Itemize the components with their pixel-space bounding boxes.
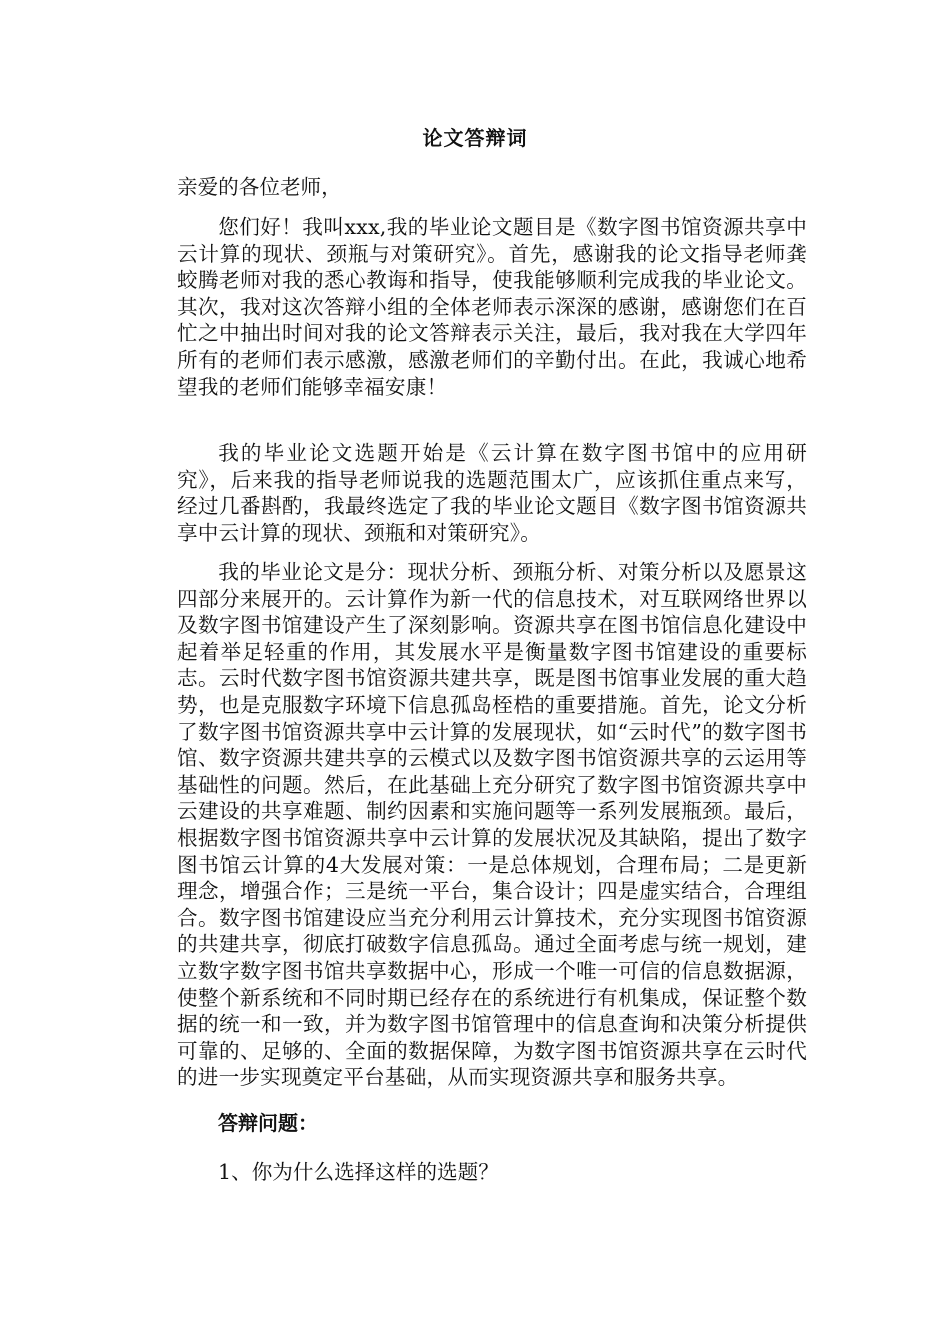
paragraph-topic-selection [177,440,807,546]
paragraph-text: 我的毕业论文选题开始是《云计算在数字图书馆中的应用研究》，后来我的指导老师说我的选题范围太广，应该抓住重点来写，经过几番斟酌，我最终选定了我的毕业论文题目《数字图书馆资源共享中云计算的现状、颈瓶和对策研究》。 [177,441,807,545]
paragraph-thesis-structure [177,559,807,1091]
paragraph-text: 我的毕业论文是分：现状分析、颈瓶分析、对策分析以及愿景这四部分来展开的。云计算作为新一代的信息技术，对互联网络世界以及数字图书馆建设产生了深刻影响。资源共享在图书馆信息化建设中起着举足轻重的作用，其发展水平是衡量数字图书馆建设的重要标志。云时代数字图书馆资源共建共享，既是图书馆事业发展的重大趋势，也是克服数字环境下信息孤岛桎梏的重要措施。首先，论文分析了数字图书馆资源共享中云计算的发展现状，如“云时代”的数字图书馆、数字资源共建共享的云模式以及数字图书馆资源共享的云运用等基础性的问题。然后，在此基础上充分研究了数字图书馆资源共享中云建设的共享难题、制约因素和实施问题等一系列发展瓶颈。最后，根据数字图书馆资源共享中云计算的发展状况及其缺陷，提出了数字图书馆云计算的4大发展对策：一是总体规划，合理布局；二是更新理念，增强合作；三是统一平台，集合设计；四是虚实结合，合理组合。数字图书馆建设应当充分利用云计算技术，充分实现图书馆资源的共建共享，彻底打破数字信息孤岛。通过全面考虑与统一规划，建立数字数字图书馆共享数据中心，形成一个唯一可信的信息数据源，使整个新系统和不同时期已经存在的系统进行有机集成，保证整个数据的统一和一致，并为数字图书馆管理中的信息查询和决策分析提供可靠的、足够的、全面的数据保障，为数字图书馆资源共享在云时代的进一步实现奠定平台基础，从而实现资源共享和服务共享。 [177,560,807,1090]
document-title: 论文答辩词 [422,126,528,150]
question-item: 1、你为什么选择这样的选题？ [218,1160,499,1184]
paragraph-text: 您们好！我叫xxx,我的毕业论文题目是《数字图书馆资源共享中云计算的现状、颈瓶与对策研究》。首先，感谢我的论文指导老师龚蛟腾老师对我的悉心教诲和指导，使我能够顺利完成我的毕业论文。其次，我对这次答辩小组的全体老师表示深深的感谢，感谢您们在百忙之中抽出时间对我的论文答辩表示关注，最后，我对我在大学四年所有的老师们表示感激，感激老师们的辛勤付出。在此，我诚心地希望我的老师们能够幸福安康！ [177,215,807,399]
questions-heading: 答辩问题： [218,1111,318,1135]
salutation: 亲爱的各位老师， [177,175,342,199]
paragraph-greeting [177,214,807,400]
